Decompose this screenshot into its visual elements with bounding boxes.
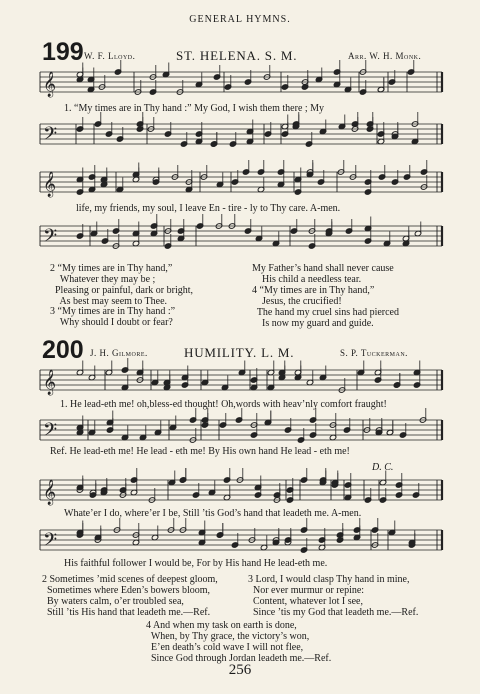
- svg-text:𝄞: 𝄞: [43, 370, 57, 395]
- hymn-200-lyrics-line-1: 1. He lead-eth me! oh,bless-ed thought! Oh,words with heav’nly comfort fraught!: [60, 399, 387, 410]
- hymn-199-bass-staff-1: [40, 118, 442, 150]
- hymn-number-200: 200: [42, 336, 84, 364]
- hymn-200-verse-3: 3 Lord, I would clasp Thy hand in mine, Nor ever murmur or repine: Content, whatever lot I see, Since ’tis my God that leadeth me.—Ref.: [248, 574, 419, 618]
- page-number: 256: [228, 662, 252, 678]
- hymn-199-verse-3-continued: My Father’s hand shall never cause His child a needless tear.: [252, 263, 394, 285]
- hymn-200-author: J. H. Gilmore.: [90, 348, 148, 358]
- hymn-199-treble-staff-1: [40, 66, 442, 98]
- hymn-200-composer: S. P. Tuckerman.: [340, 348, 408, 358]
- hymn-number-199: 199: [42, 38, 84, 66]
- hymn-200-bass-staff-2: [40, 524, 442, 556]
- hymn-200-treble-staff-2: [40, 474, 442, 506]
- hymn-200-verse-2: 2 Sometimes ’mid scenes of deepest gloom, Sometimes where Eden’s bowers bloom, By waters calm, o’er troubled sea, Still ’tis His hand that leadeth me.—Ref.: [42, 574, 218, 618]
- hymn-200-bass-staff-1: [40, 414, 442, 446]
- hymn-200-verse-4: 4 And when my task on earth is done, When, by Thy grace, the victory’s won, E’en death’s cold wave I will not flee, Since God through Jordan leadeth me.—Ref.: [146, 620, 332, 664]
- hymn-199-lyrics-line-2: life, my friends, my soul, I leave En - tire - ly to Thy care. A-men.: [76, 203, 341, 214]
- hymn-199-treble-staff-2: [40, 166, 442, 198]
- svg-text:𝄞: 𝄞: [43, 72, 57, 97]
- hymn-199-title: ST. HELENA. S. M.: [176, 48, 298, 63]
- hymn-199-bass-staff-2: [40, 220, 442, 252]
- svg-text:𝄢: 𝄢: [43, 124, 58, 149]
- hymn-199-arranger: Arr. W. H. Monk.: [348, 51, 422, 61]
- hymn-200-lyrics-line-3: Whate’er I do, where’er I be, Still ’tis God’s hand that leadeth me. A-men.: [64, 508, 362, 519]
- svg-text:𝄢: 𝄢: [43, 420, 58, 445]
- hymn-199-verse-2: 2 “My times are in Thy hand,” Whatever they may be ; Pleasing or painful, dark or bright, As best may seem to Thee.: [50, 263, 194, 307]
- hymn-199-verse-3: 3 “My times are in Thy hand :” Why should I doubt or fear?: [50, 306, 176, 328]
- da-capo-mark: D. C.: [372, 462, 394, 473]
- hymn-200-lyrics-line-4: His faithful follower I would be, For by His hand He lead-eth me.: [64, 558, 328, 569]
- svg-text:𝄞: 𝄞: [43, 480, 57, 505]
- hymn-199-verse-4: 4 “My times are in Thy hand,” Jesus, the crucified! The hand my cruel sins had pierced Is now my guard and guide.: [252, 285, 399, 329]
- hymn-199-author: W. F. Lloyd.: [84, 51, 136, 61]
- hymn-200-refrain-line: Ref. He lead-eth me! He lead - eth me! By His own hand He lead - eth me!: [50, 446, 350, 457]
- hymn-200-treble-staff-1: [40, 364, 442, 396]
- hymn-200-title: HUMILITY. L. M.: [184, 345, 295, 360]
- hymn-199-lyrics-line-1: 1. “My times are in Thy hand :” My God, I wish them there ; My: [64, 103, 325, 114]
- running-title: GENERAL HYMNS.: [189, 14, 291, 25]
- svg-text:𝄢: 𝄢: [43, 530, 58, 555]
- svg-text:𝄢: 𝄢: [43, 226, 58, 251]
- svg-text:𝄞: 𝄞: [43, 172, 57, 197]
